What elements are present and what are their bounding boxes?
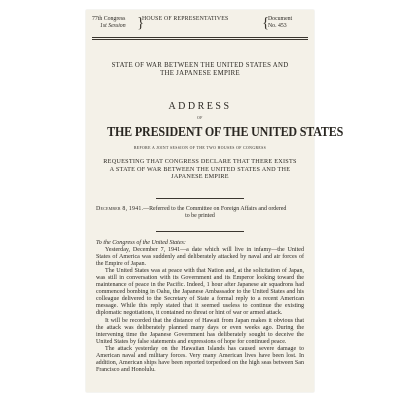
- document-title-line-2: THE JAPANESE EMPIRE: [160, 70, 240, 77]
- left-brace: }: [137, 15, 145, 31]
- right-brace: {: [262, 15, 270, 31]
- address-body: [96, 240, 304, 374]
- section-rule: [156, 198, 244, 199]
- salutation: To the Congress of the United States:: [96, 240, 186, 246]
- document-label: Document: [268, 16, 293, 22]
- paragraph-4: The attack yesterday on the Hawaiian Islands has caused severe damage to American naval and military forces. Very many American lives have been lost. In addition, American ships have been reported torpedoed on the high seas between San Francisco and Honolulu.: [96, 345, 304, 373]
- referral-note: [96, 206, 304, 220]
- document-number: [268, 16, 310, 30]
- congress-session: [92, 16, 138, 30]
- congress-label: 77th Congress: [92, 16, 126, 22]
- document-header: [92, 16, 308, 34]
- referral-text: —Referred to the Committee on Foreign Affairs and ordered: [143, 206, 287, 212]
- president-heading: THE PRESIDENT OF THE UNITED STATES: [107, 125, 344, 140]
- header-rule-top: [92, 37, 308, 38]
- referral-text-2: to be printed: [185, 213, 215, 219]
- document-number-value: No. 453: [268, 23, 287, 29]
- request-line-3: JAPANESE EMPIRE: [171, 173, 229, 181]
- of-label: OF: [197, 116, 203, 120]
- document-title-line-1: STATE OF WAR BETWEEN THE UNITED STATES AND: [111, 62, 289, 69]
- paragraph-2: The United States was at peace with that Nation and, at the solicitation of Japan, was still in conversation with its Government and its Emperor looking toward the maintenance of peace in the Pacific. Indeed, 1 hour after Japanese air squadrons had commenced bombing in Oahu, the Japanese Ambassador to the United States and his colleague delivered to the Secretary of State a formal reply to a recent American message. While this reply stated that it seemed useless to continue the existing diplomatic negotiations, it contained no threat or hint of war or armed attack.: [96, 268, 304, 317]
- document-page: [86, 10, 344, 392]
- joint-session-line: BEFORE A JOINT SESSION OF THE TWO HOUSES OF CONGRESS: [133, 146, 267, 150]
- request-statement: [98, 158, 302, 181]
- paragraph-3: It will be recorded that the distance of Hawaii from Japan makes it obvious that the attack was deliberately planned many days or even weeks ago. During the intervening time the Japanese Government has deliberately sought to deceive the United States by false statements and expressions of hope for continued peace.: [96, 317, 304, 345]
- request-line-2: A STATE OF WAR BETWEEN THE UNITED STATES AND THE: [109, 165, 291, 173]
- referral-date: December 8, 1941.: [96, 206, 144, 212]
- header-rule-bottom: [92, 39, 308, 40]
- request-line-1: REQUESTING THAT CONGRESS DECLARE THAT THERE EXISTS: [103, 158, 297, 165]
- document-title: [94, 62, 306, 78]
- address-heading: ADDRESS: [168, 101, 232, 112]
- session-label: 1st Session: [100, 23, 126, 29]
- section-rule-2: [156, 231, 244, 232]
- house-label: HOUSE OF REPRESENTATIVES: [142, 16, 229, 22]
- paragraph-1: Yesterday, December 7, 1941—a date which will live in infamy—the United States of America was suddenly and deliberately attacked by naval and air forces of the Empire of Japan.: [96, 247, 304, 268]
